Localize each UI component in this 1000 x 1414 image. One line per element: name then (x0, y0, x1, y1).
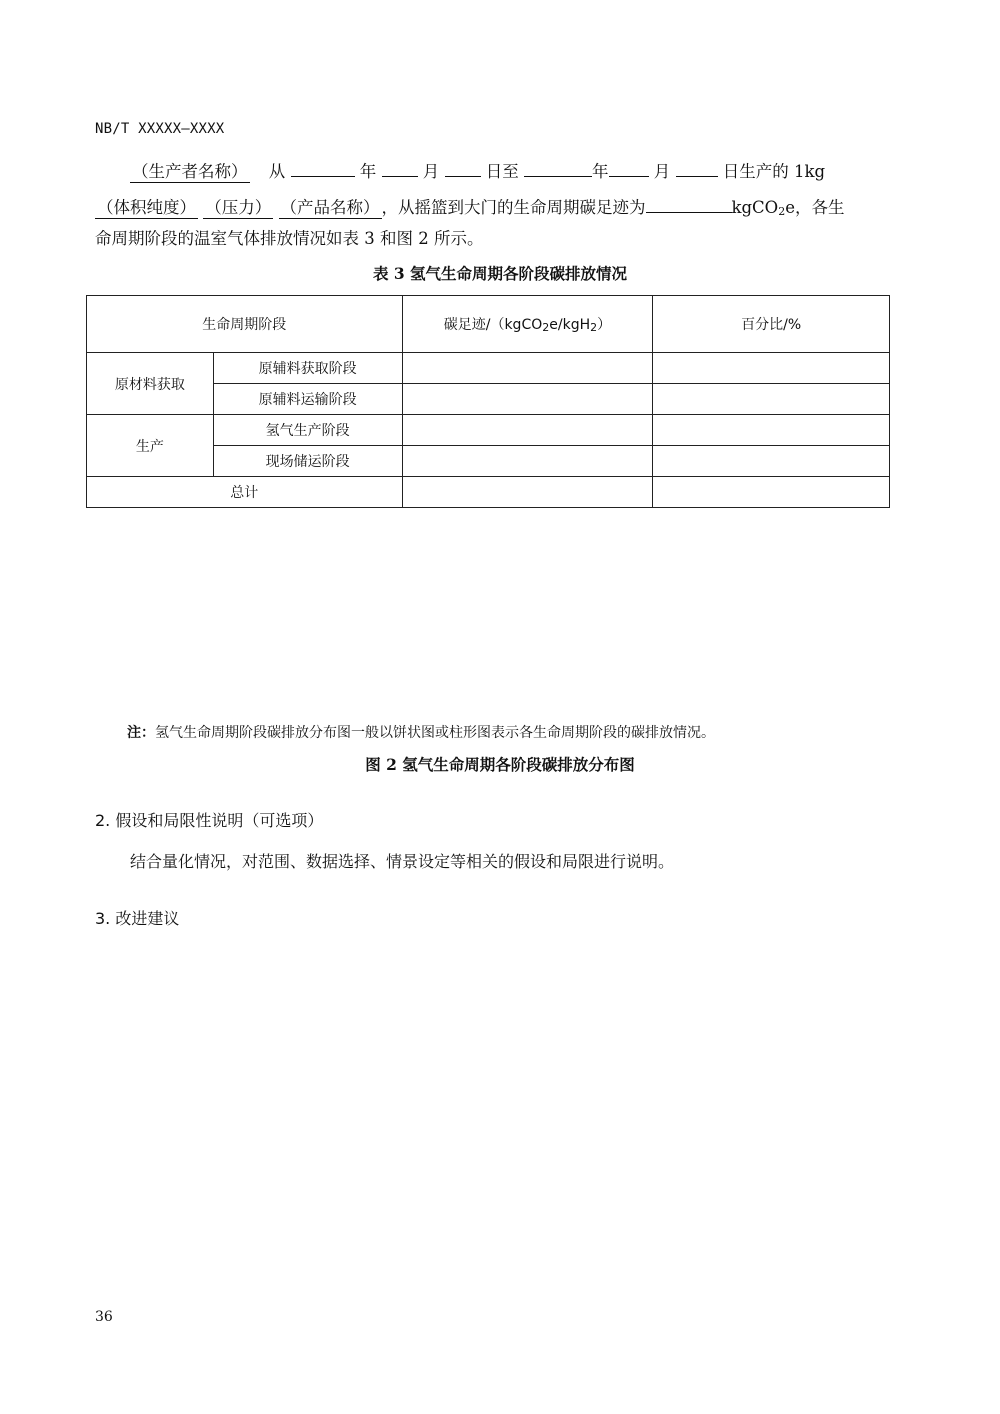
footprint-cell[interactable] (402, 353, 653, 384)
total-label: 总计 (87, 477, 403, 508)
purity-placeholder: （体积纯度） (97, 198, 196, 217)
from-text: 从 (268, 162, 286, 181)
unit-e: e，各生 (785, 198, 845, 217)
group-production: 生产 (87, 415, 214, 477)
table-title: 表 3 氢气生命周期各阶段碳排放情况 (372, 264, 628, 283)
percent-cell[interactable] (653, 353, 890, 384)
stage-cell: 原辅料获取阶段 (213, 353, 402, 384)
percent-total-cell[interactable] (653, 477, 890, 508)
product-placeholder: （产品名称） (280, 198, 380, 217)
stage-cell: 氢气生产阶段 (213, 415, 402, 446)
header-footprint: 碳足迹/（kgCO2e/kgH2） (402, 296, 653, 353)
table-row (87, 353, 890, 384)
table-header-row (87, 296, 890, 353)
carbon-emission-table (86, 295, 890, 508)
blank-start-year[interactable] (291, 156, 355, 177)
day-produce-text: 日生产的 1kg (722, 162, 826, 181)
blank-end-month[interactable] (609, 156, 649, 177)
footprint-total-cell[interactable] (402, 477, 653, 508)
section-2-heading: 2. 假设和局限性说明（可选项） (95, 811, 324, 830)
intro-line-2 (95, 192, 844, 224)
unit-subscript: 2 (778, 205, 786, 218)
table-row (87, 415, 890, 446)
figure-note (127, 722, 715, 742)
percent-cell[interactable] (653, 384, 890, 415)
footprint-cell[interactable] (402, 446, 653, 477)
month-text: 月 (422, 162, 440, 181)
year-text: 年 (359, 162, 377, 181)
unit-kg: kgCO (731, 198, 779, 217)
blank-end-year[interactable] (524, 156, 592, 177)
day-to-text: 日至 (485, 162, 519, 181)
blank-start-month[interactable] (382, 156, 418, 177)
pressure-placeholder: （压力） (205, 198, 272, 217)
footprint-cell[interactable] (402, 415, 653, 446)
blank-end-day[interactable] (676, 156, 718, 177)
year-text-2: 年 (592, 162, 609, 181)
table-total-row (87, 477, 890, 508)
blank-carbon-footprint[interactable] (646, 192, 732, 213)
page-number: 36 (95, 1309, 113, 1325)
footprint-cell[interactable] (402, 384, 653, 415)
section-3-heading: 3. 改进建议 (95, 909, 180, 928)
percent-cell[interactable] (653, 415, 890, 446)
intro-line-3: 命周期阶段的温室气体排放情况如表 3 和图 2 所示。 (95, 229, 484, 248)
document-code: NB/T XXXXX—XXXX (95, 121, 225, 137)
percent-cell[interactable] (653, 446, 890, 477)
cradle-text: ，从摇篮到大门的生命周期碳足迹为 (381, 198, 646, 217)
group-raw-material: 原材料获取 (87, 353, 214, 415)
note-text: 氢气生命周期阶段碳排放分布图一般以饼状图或柱形图表示各生命周期阶段的碳排放情况。 (155, 725, 715, 741)
note-label: 注： (127, 725, 155, 741)
header-stage: 生命周期阶段 (87, 296, 403, 353)
header-percent: 百分比/% (653, 296, 890, 353)
stage-cell: 现场储运阶段 (213, 446, 402, 477)
producer-placeholder: （生产者名称） (132, 162, 248, 181)
month-text-2: 月 (653, 162, 671, 181)
figure-title: 图 2 氢气生命周期各阶段碳排放分布图 (365, 755, 635, 774)
stage-cell: 原辅料运输阶段 (213, 384, 402, 415)
intro-line-1 (95, 156, 825, 184)
blank-start-day[interactable] (445, 156, 481, 177)
section-2-text: 结合量化情况，对范围、数据选择、情景设定等相关的假设和局限进行说明。 (130, 852, 675, 871)
